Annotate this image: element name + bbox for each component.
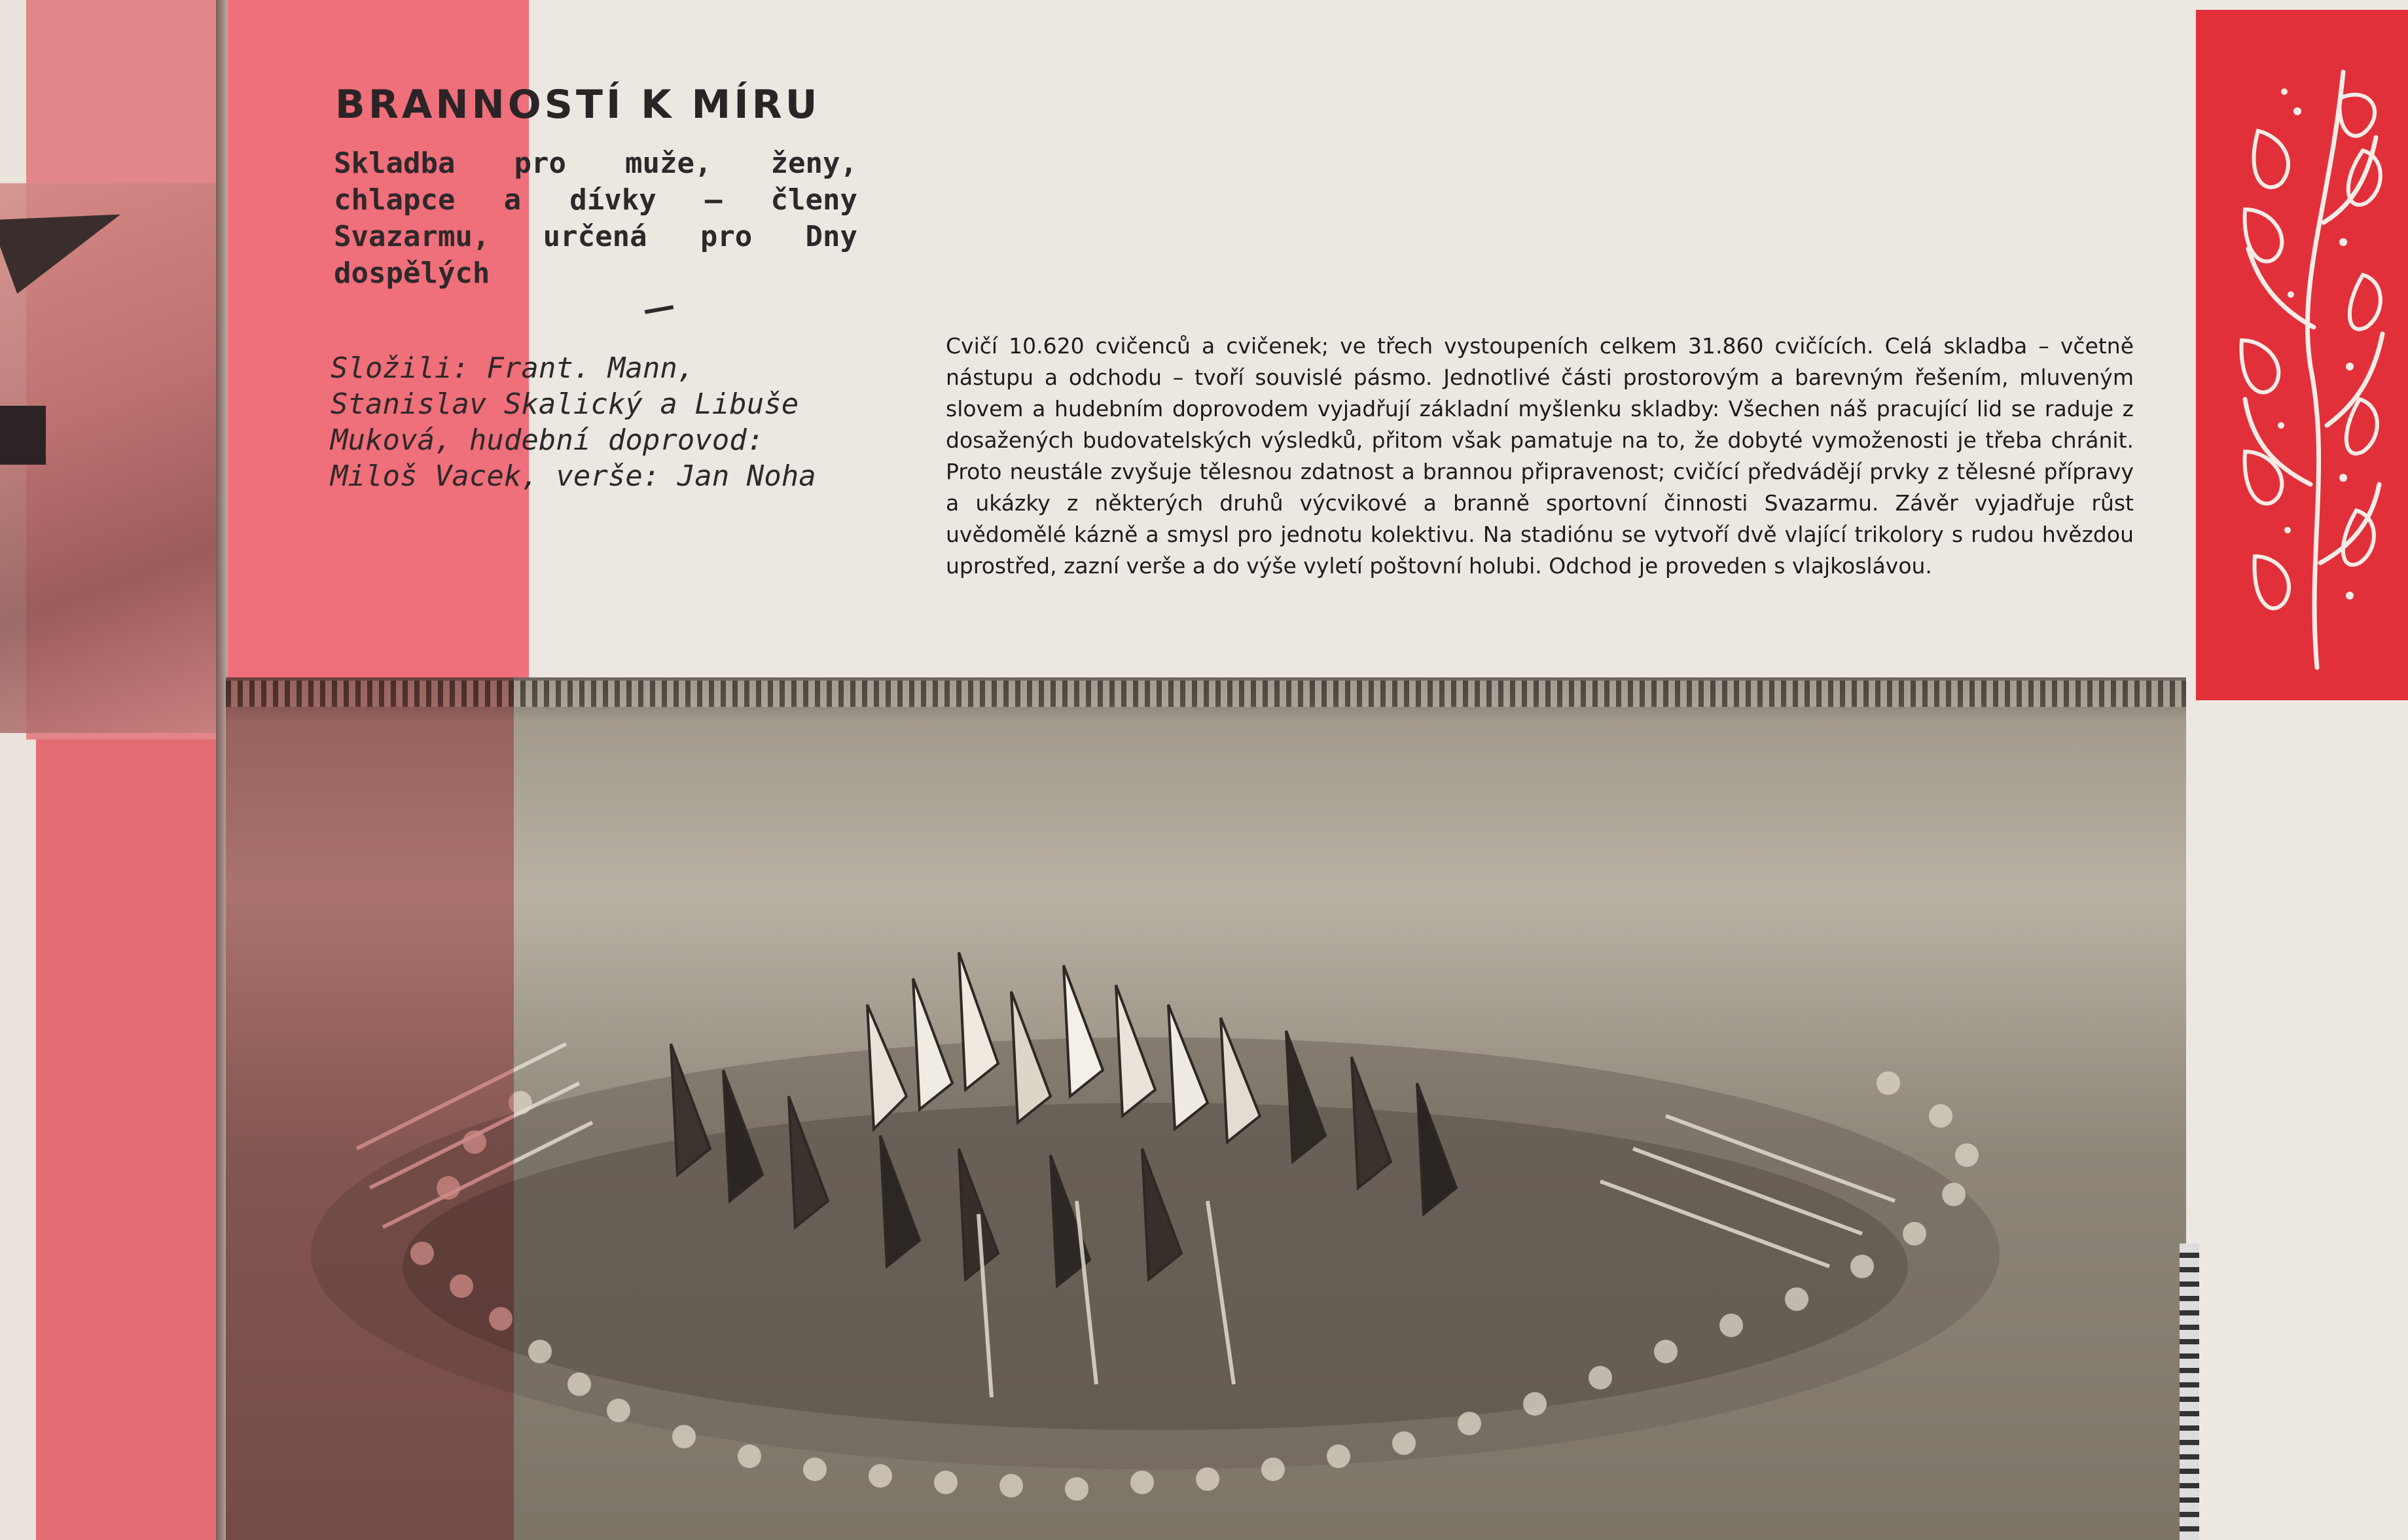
left-page-red-band-lower (36, 740, 223, 1540)
page-edge-strip (2180, 1244, 2199, 1540)
leaf-branch-ornament-icon (2219, 59, 2389, 674)
article-body: Cvičí 10.620 cvičenců a cvičenek; ve třech vystoupeních celkem 31.860 cvičících. Celá skladba – včetně nástupu a odchodu – tvoří souvislé pásmo. Jednotlivé části prostorovým a barevným řešením, mluveným slovem a hudebním doprovodem vyjadřují základní myšlenku skladby: Všechen náš pracující lid se raduje z dosažených budovatelských výsledků, přitom však pamatuje na to, že dobyté vymoženosti je třeba chránit. Proto neustále zvyšuje tělesnou zdatnost a brannou připravenost; cvičící předvádějí prvky z tělesné přípravy a ukázky z některých druhů výcvikové a branně sportovní činnosti Svazarmu. Závěr vyjadřuje růst uvědomělé kázně a smysl pro jednotu kolektivu. Na stadiónu se vytvoří dvě vlající trikolory s rudou hvězdou uprostřed, zazní verše a do výše vyletí poštovní holubi. Odchod je proveden s vlajkoslávou. (946, 333, 2134, 579)
flag-formation-drawing (226, 677, 2186, 1540)
left-page-flag-icon-2 (0, 406, 46, 465)
article-title: BRANNOSTÍ K MÍRU (335, 82, 821, 128)
photo-pink-overlay (226, 677, 514, 1540)
right-margin (2196, 700, 2408, 1540)
article-subtitle: Skladba pro muže, ženy, chlapce a dívky — členy Svazarmu, určená pro Dny dospělých (334, 147, 857, 290)
article-credits: Složili: Frant. Mann, Stanislav Skalický a Libuše Muková, hudební doprovod: Miloš Vacek, verše: Jan Noha (331, 351, 816, 493)
